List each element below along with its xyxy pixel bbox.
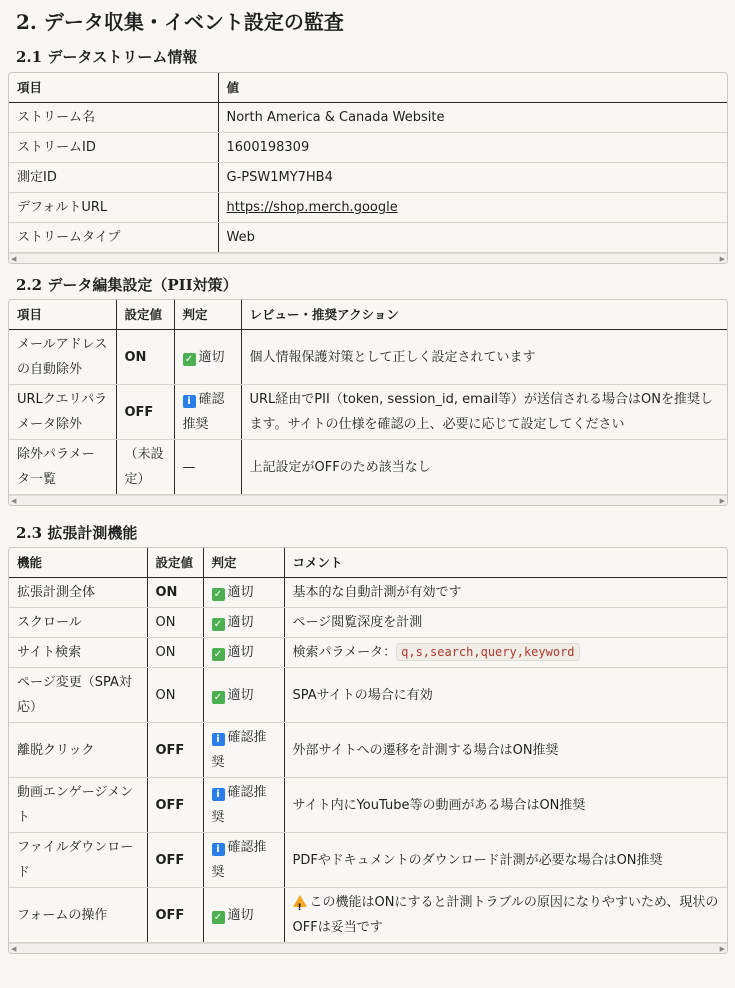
section-heading-stream: 2.1 データストリーム情報: [16, 48, 198, 66]
table-header-row: [9, 300, 727, 330]
info-icon: i: [212, 788, 225, 801]
header-judgement: 判定: [174, 300, 241, 330]
check-icon: ✓: [212, 588, 225, 601]
check-icon: ✓: [212, 648, 225, 661]
judgement-cell: —: [174, 440, 241, 495]
review-text: 個人情報保護対策として正しく設定されています: [241, 330, 727, 385]
stream-info-table: [8, 72, 728, 264]
setting-value: OFF: [147, 778, 203, 833]
row-value: Web: [218, 223, 727, 253]
judgement-label: 適切: [198, 349, 225, 365]
judgement-cell: [203, 723, 284, 778]
table-row: [9, 223, 727, 253]
comment-text: SPAサイトの場合に有効: [284, 668, 727, 723]
check-icon: ✓: [183, 353, 196, 366]
header-review: レビュー・推奨アクション: [241, 300, 727, 330]
table-row: [9, 193, 727, 223]
row-value: North America & Canada Website: [218, 103, 727, 133]
judgement-cell: [203, 778, 284, 833]
setting-value: OFF: [147, 888, 203, 943]
comment-cell: [284, 888, 727, 943]
section-heading-pii: 2.2 データ編集設定（PII対策）: [16, 276, 238, 294]
pii-settings-table: [8, 299, 728, 506]
row-label: ストリーム名: [9, 103, 218, 133]
table-header-row: [9, 73, 727, 103]
horizontal-scrollbar[interactable]: ◀ ▶: [11, 497, 725, 505]
row-label: 拡張計測全体: [9, 578, 147, 608]
row-label: ストリームID: [9, 133, 218, 163]
enhanced-measurement-table: [8, 547, 728, 954]
section-heading-enhanced: 2.3 拡張計測機能: [16, 524, 138, 542]
comment-text: サイト内にYouTube等の動画がある場合はON推奨: [284, 778, 727, 833]
search-param-label: 検索パラメータ：: [292, 645, 397, 660]
review-text: 上記設定がOFFのため該当なし: [241, 440, 727, 495]
row-label: メールアドレスの自動除外: [9, 330, 116, 385]
table-row: [9, 440, 727, 495]
judgement-label: 適切: [227, 645, 254, 660]
header-item: 項目: [9, 300, 116, 330]
search-param-code: q,s,search,query,keyword: [396, 643, 579, 661]
page-title: 2. データ収集・イベント設定の監査: [16, 10, 344, 34]
judgement-label: 確認推奨: [182, 392, 225, 432]
judgement-label: 適切: [227, 907, 254, 923]
table-row: [9, 638, 727, 668]
judgement-cell: [203, 833, 284, 888]
setting-value: OFF: [147, 833, 203, 888]
row-label: ファイルダウンロード: [9, 833, 147, 888]
setting-value: ON: [147, 578, 203, 608]
table-row: [9, 385, 727, 440]
info-icon: i: [212, 843, 225, 856]
header-setting: 設定値: [147, 548, 203, 578]
row-label: スクロール: [9, 608, 147, 638]
comment-text: この機能はONにすると計測トラブルの原因になりやすいため、現状のOFFは妥当です: [292, 895, 719, 935]
judgement-label: 適切: [227, 585, 254, 600]
row-label: 離脱クリック: [9, 723, 147, 778]
setting-value: OFF: [147, 723, 203, 778]
review-text: URL経由でPII（token, session_id, email等）が送信される場合はONを推奨します。サイトの仕様を確認の上、必要に応じて設定してください: [241, 385, 727, 440]
judgement-cell: [203, 638, 284, 668]
check-icon: ✓: [212, 691, 225, 704]
table-row: [9, 608, 727, 638]
default-url-link[interactable]: https://shop.merch.google: [226, 200, 398, 215]
header-feature: 機能: [9, 548, 147, 578]
header-value: 値: [218, 73, 727, 103]
judgement-label: 確認推奨: [211, 730, 267, 770]
header-comment: コメント: [284, 548, 727, 578]
row-label: ストリームタイプ: [9, 223, 218, 253]
horizontal-scrollbar[interactable]: ◀ ▶: [11, 945, 725, 953]
judgement-cell: [174, 330, 241, 385]
table-row: [9, 578, 727, 608]
table-header-row: [9, 548, 727, 578]
row-label: フォームの操作: [9, 888, 147, 943]
table-row: [9, 103, 727, 133]
horizontal-scrollbar[interactable]: ◀ ▶: [11, 255, 725, 263]
table-row: [9, 668, 727, 723]
row-label: 測定ID: [9, 163, 218, 193]
row-value: [218, 193, 727, 223]
judgement-cell: [203, 888, 284, 943]
comment-text: PDFやドキュメントのダウンロード計測が必要な場合はON推奨: [284, 833, 727, 888]
judgement-label: 確認推奨: [211, 785, 267, 825]
check-icon: ✓: [212, 911, 225, 924]
setting-value: （未設定）: [116, 440, 174, 495]
row-label: ページ変更（SPA対応）: [9, 668, 147, 723]
info-icon: i: [183, 395, 196, 408]
header-item: 項目: [9, 73, 218, 103]
setting-value: ON: [147, 668, 203, 723]
judgement-label: 適切: [227, 615, 254, 630]
setting-value: ON: [116, 330, 174, 385]
header-setting: 設定値: [116, 300, 174, 330]
check-icon: ✓: [212, 618, 225, 631]
table-row: [9, 888, 727, 943]
row-label: 動画エンゲージメント: [9, 778, 147, 833]
judgement-cell: [203, 668, 284, 723]
comment-text: 基本的な自動計測が有効です: [284, 578, 727, 608]
row-label: 除外パラメータ一覧: [9, 440, 116, 495]
row-label: サイト検索: [9, 638, 147, 668]
judgement-label: 適切: [227, 687, 254, 703]
table-row: [9, 133, 727, 163]
header-judgement: 判定: [203, 548, 284, 578]
judgement-cell: [174, 385, 241, 440]
comment-text: ページ閲覧深度を計測: [284, 608, 727, 638]
table-row: [9, 723, 727, 778]
info-icon: i: [212, 733, 225, 746]
table-row: [9, 833, 727, 888]
setting-value: ON: [147, 608, 203, 638]
row-value: 1600198309: [218, 133, 727, 163]
table-row: [9, 330, 727, 385]
judgement-cell: [203, 608, 284, 638]
table-row: [9, 163, 727, 193]
judgement-cell: [203, 578, 284, 608]
judgement-label: 確認推奨: [211, 840, 267, 880]
row-value: G-PSW1MY7HB4: [218, 163, 727, 193]
row-label: URLクエリパラメータ除外: [9, 385, 116, 440]
table-row: [9, 778, 727, 833]
comment-text: 外部サイトへの遷移を計測する場合はON推奨: [284, 723, 727, 778]
comment-text: [284, 638, 727, 668]
setting-value: OFF: [116, 385, 174, 440]
setting-value: ON: [147, 638, 203, 668]
row-label: デフォルトURL: [9, 193, 218, 223]
warning-icon: [293, 895, 307, 907]
